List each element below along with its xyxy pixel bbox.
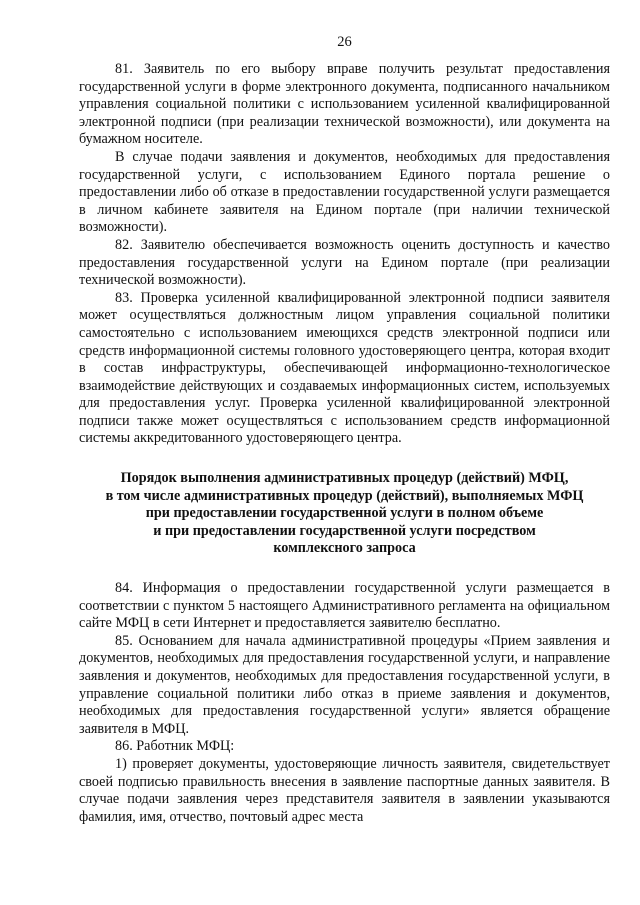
paragraphs-bottom [79,580,610,826]
heading-line: в том числе административных процедур (действий), выполняемых МФЦ [105,487,584,504]
paragraph-85: 85. Основанием для начала административной процедуры «Прием заявления и документов, необходимых для предоставления государственной услуги, и направление заявления и документов, необходимых для предоставления государственной услуги, в управление социальной политики либо отказ в приеме заявления и документов, необходимых для предоставления государственной услуги» является обращение заявителя в МФЦ. [79,632,610,737]
section-heading [79,470,610,558]
heading-line: при предоставлении государственной услуги в полном объеме [145,505,544,522]
paragraph-81-continued: В случае подачи заявления и документов, необходимых для предоставления государственной услуги, с использованием Единого портала решение о предоставлении либо об отказе в предоставлении государственной услуги размещается в личном кабинете заявителя на Едином портале (при наличии технической возможности). [79,148,610,236]
paragraphs-top [79,61,610,448]
paragraph-81: 81. Заявитель по его выбору вправе получить результат предоставления государственной услуги в форме электронного документа, подписанного начальником управления социальной политики с использованием усиленной квалифицированной электронной подписи (при реализации технической возможности), или документа на бумажном носителе. [79,61,610,148]
paragraph-86: 86. Работник МФЦ: [115,738,235,755]
paragraph-83: 83. Проверка усиленной квалифицированной электронной подписи заявителя может осуществляться должностным лицом управления социальной политики самостоятельно с использованием имеющихся средств электронной подписи или средств информационной системы головного удостоверяющего центра, которая входит в состав инфраструктуры, обеспечивающей информационно-технологическое взаимодействие действующих и создаваемых информационных систем, используемых для предоставления услуг. Проверка усиленной квалифицированной электронной подписи также может осуществляться с использованием средств информационной системы аккредитованного удостоверяющего центра. [79,289,610,447]
heading-line: Порядок выполнения административных процедур (действий) МФЦ, [120,470,569,487]
page-number: 26 [337,34,352,50]
paragraph-84: 84. Информация о предоставлении государственной услуги размещается в соответствии с пунктом 5 настоящего Административного регламента на официальном сайте МФЦ в сети Интернет и предоставляется заявителю бесплатно. [79,580,610,632]
heading-line: комплексного запроса [273,540,416,557]
heading-line: и при предоставлении государственной услуги посредством [153,522,536,539]
paragraph-82: 82. Заявителю обеспечивается возможность оценить доступность и качество предоставления государственной услуги на Едином портале (при реализации технической возможности). [79,236,610,289]
paragraph-86-item-1: 1) проверяет документы, удостоверяющие личность заявителя, свидетельствует своей подписью правильность внесения в заявление паспортные данных заявителя. В случае подачи заявления через представителя заявителя в заявлении указываются фамилия, имя, отчество, почтовый адрес места [79,755,610,825]
